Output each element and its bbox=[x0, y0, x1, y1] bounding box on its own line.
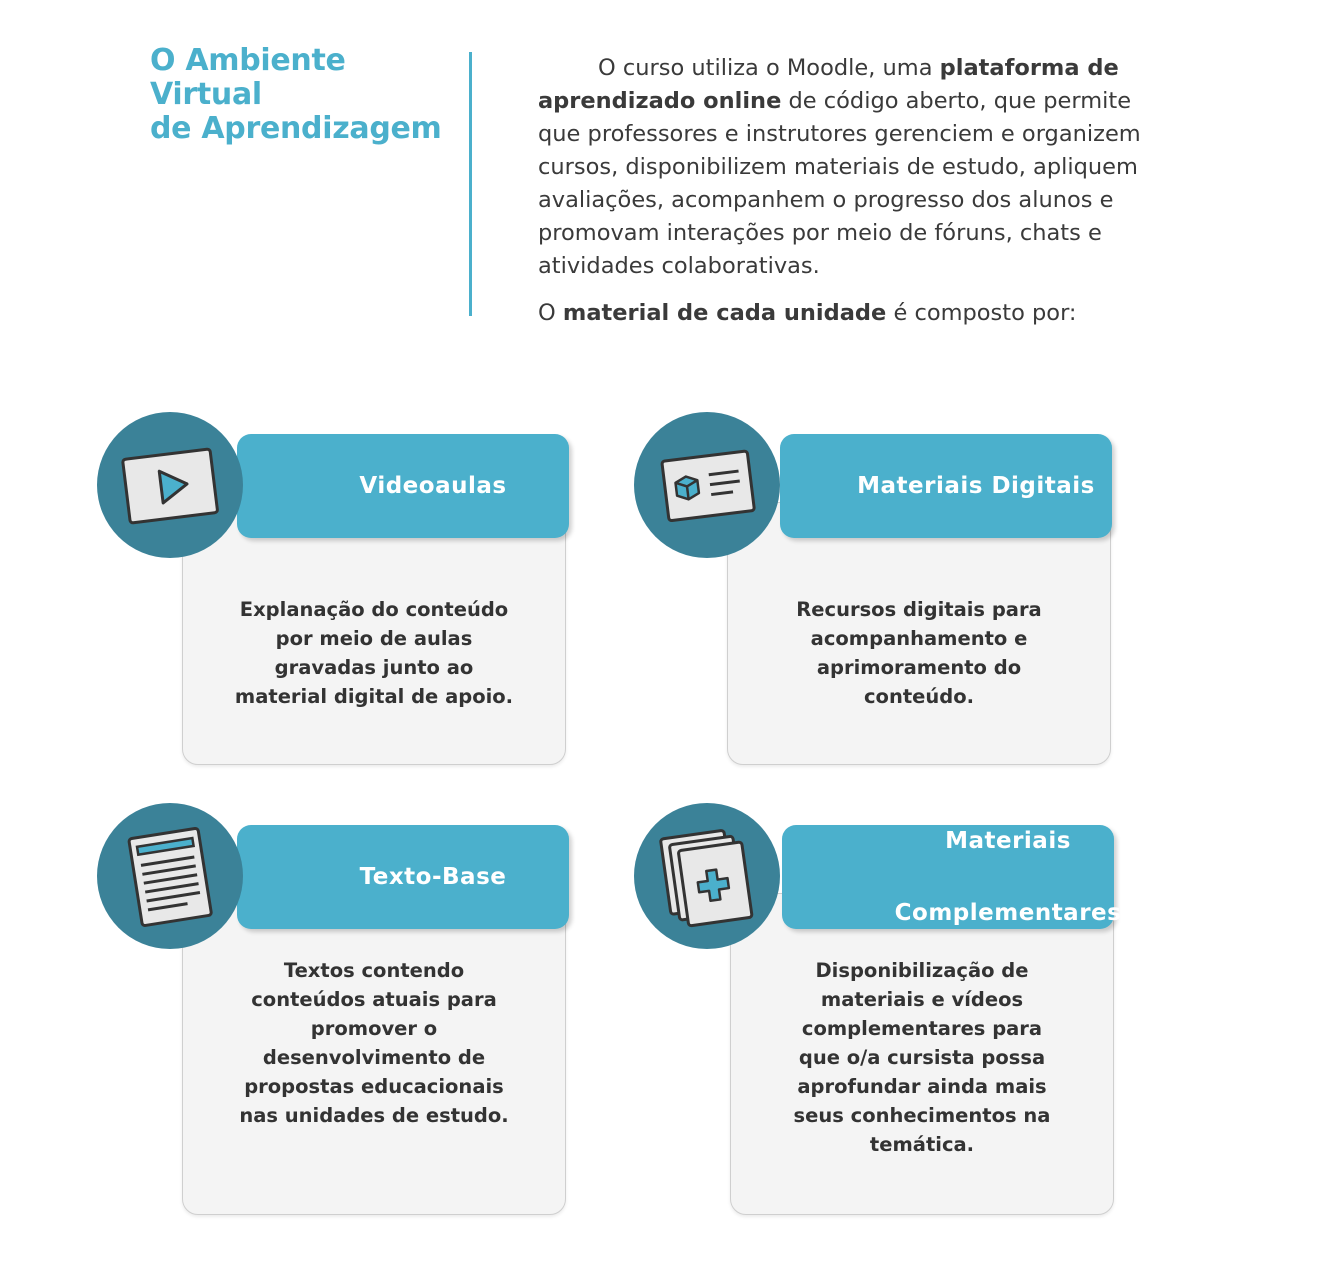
intro-composition: O material de cada unidade é composto por: bbox=[538, 300, 1077, 326]
intro-text bbox=[538, 52, 1178, 330]
card-banner bbox=[237, 825, 569, 929]
digital-card-icon bbox=[634, 412, 780, 558]
intro-paragraph: O curso utiliza o Moodle, uma plataforma de aprendizado online de código aberto, que permite que professores e instrutores gerenciem e organizem cursos, disponibilizem materiais de estudo, apliquem avaliações, acompanhem o progresso dos alunos e promovam interações por meio de fóruns, chats e atividades colaborativas. bbox=[538, 55, 1141, 279]
card-banner bbox=[780, 434, 1112, 538]
intro-emphasis: plataforma de aprendizado online bbox=[538, 55, 1119, 114]
card-body bbox=[730, 893, 1114, 1215]
icon-circle bbox=[634, 803, 780, 949]
card-banner bbox=[782, 825, 1122, 929]
card-banner bbox=[237, 434, 569, 538]
title-line-1: O Ambiente Virtual bbox=[150, 43, 346, 112]
card-title: Materiais Complementares bbox=[894, 828, 1122, 926]
vertical-divider bbox=[469, 52, 472, 316]
icon-circle bbox=[97, 803, 243, 949]
icon-circle bbox=[634, 412, 780, 558]
text-document-icon bbox=[97, 803, 243, 949]
title-line-2: de Aprendizagem bbox=[150, 111, 442, 146]
composition-emphasis: material de cada unidade bbox=[562, 300, 887, 326]
card-description: Textos contendo conteúdos atuais para promover o desenvolvimento de propostas educacionais nas unidades de estudo. bbox=[239, 959, 509, 1127]
card-title: Texto-Base bbox=[359, 864, 507, 890]
video-player-icon bbox=[97, 412, 243, 558]
card-description: Disponibilização de materiais e vídeos complementares para que o/a cursista possa aprofundar ainda mais seus conhecimentos na temática. bbox=[793, 959, 1051, 1156]
card-title: Materiais Digitais bbox=[857, 473, 1095, 499]
page-title bbox=[150, 44, 450, 146]
stacked-pages-plus-icon bbox=[634, 803, 780, 949]
icon-circle bbox=[97, 412, 243, 558]
card-description: Recursos digitais para acompanhamento e aprimoramento do conteúdo. bbox=[796, 598, 1042, 708]
card-title: Videoaulas bbox=[359, 473, 507, 499]
card-description: Explanação do conteúdo por meio de aulas gravadas junto ao material digital de apoio. bbox=[234, 598, 514, 708]
card-body bbox=[727, 502, 1111, 765]
